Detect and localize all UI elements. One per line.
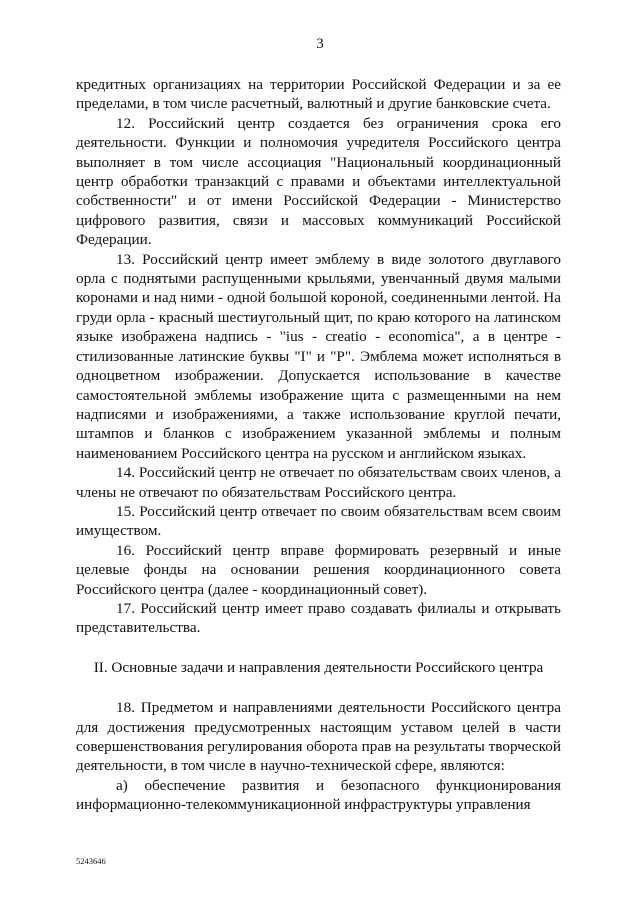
spacer — [76, 677, 561, 698]
paragraph-13: 13. Российский центр имеет эмблему в виде золотого двуглавого орла с поднятыми распущенными крыльями, увенчанный двумя малыми коронами и над ними - одной большой короной, соединенными лентой. На груди орла - красный шестиугольный щит, по краю которого на латинском языке изображена надпись - "ius - creatio - economica", а в центре - стилизованные латинские буквы "I" и "Р". Эмблема может исполняться в одноцветном изображении. Допускается использование в качестве самостоятельной эмблемы изображение щита с размещенными на нем надписями и изображениями, а также использование круглой печати, штампов и бланков с изображением указанной эмблемы и полным наименованием Российского центра на русском и английском языках. — [76, 250, 561, 462]
paragraph-15: 15. Российский центр отвечает по своим обязательствам всем своим имуществом. — [76, 502, 561, 540]
paragraph-18: 18. Предметом и направлениями деятельности Российского центра для достижения предусмотренных настоящим уставом целей в части совершенствования регулирования оборота прав на результаты творческой деятельности, в том числе в научно-технической сфере, являются: — [76, 699, 561, 775]
document-body — [76, 75, 561, 815]
page-number: 3 — [316, 36, 324, 52]
paragraph-continuation: кредитных организациях на территории Российской Федерации и за ее пределами, в том числе расчетный, валютный и другие банковские счета. — [76, 76, 561, 113]
paragraph-14: 14. Российский центр не отвечает по обязательствам своих членов, а члены не отвечают по обязательствам Российского центра. — [76, 464, 561, 501]
paragraph-17: 17. Российский центр имеет право создавать филиалы и открывать представительства. — [76, 599, 561, 637]
document-code: 5243646 — [76, 856, 106, 866]
paragraph-16: 16. Российский центр вправе формировать резервный и иные целевые фонды на основании решения координационного совета Российского центра (далее - координационный совет). — [76, 541, 561, 598]
section-heading: II. Основные задачи и направления деятельности Российского центра — [93, 658, 544, 676]
paragraph-12: 12. Российский центр создается без ограничения срока его деятельности. Функции и полномочия учредителя Российского центра выполняет в том числе ассоциация "Национальный координационный центр обработки транзакций с правами и объектами интеллектуальной собственности" и от имени Российской Федерации - Министерство цифрового развития, связи и массовых коммуникаций Российской Федерации. — [76, 114, 561, 249]
paragraph-18a: а) обеспечение развития и безопасного функционирования информационно-телекоммуникационной инфраструктуры управления — [76, 776, 561, 814]
